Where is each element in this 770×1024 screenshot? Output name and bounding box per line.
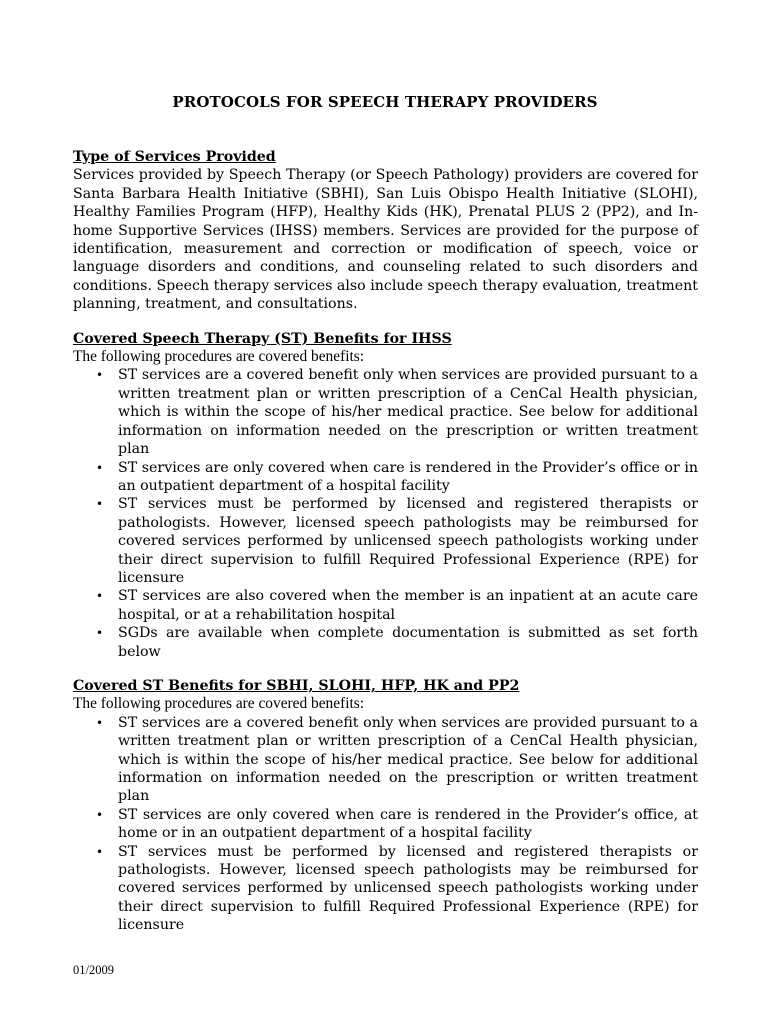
list-item — [73, 366, 698, 458]
section-intro: The following procedures are covered benefits: — [73, 348, 365, 366]
list-item-text: ST services must be performed by licensed and registered therapists or pathologists. However, licensed speech pathologists may be reimbursed for covered services performed by unlicensed speech pathologists working under their direct supervision to fulfill Required Professional Experience (RPE) for licensure — [118, 843, 698, 934]
section-intro: The following procedures are covered benefits: — [73, 695, 365, 713]
benefit-list — [73, 366, 698, 661]
list-item-text: ST services are only covered when care is rendered in the Provider’s office or in an outpatient department of a hospital facility — [118, 459, 698, 494]
benefit-list — [73, 714, 698, 935]
list-item-text: SGDs are available when complete documentation is submitted as set forth below — [118, 625, 698, 660]
list-item — [73, 714, 698, 806]
bullet-icon: • — [96, 844, 104, 859]
list-item — [73, 624, 698, 661]
bullet-icon: • — [96, 460, 104, 475]
section-heading: Covered ST Benefits for SBHI, SLOHI, HFP, HK and PP2 — [73, 677, 520, 694]
list-item-text: ST services are also covered when the member is an inpatient at an acute care hospital, or at a rehabilitation hospital — [118, 588, 698, 623]
section-sbhi-benefits — [73, 677, 698, 935]
section-heading: Type of Services Provided — [73, 149, 276, 165]
bullet-icon: • — [96, 715, 104, 730]
bullet-icon: • — [96, 626, 104, 641]
bullet-icon: • — [96, 497, 104, 512]
list-item-text: ST services must be performed by licensed and registered therapists or pathologists. However, licensed speech pathologists may be reimbursed for covered services performed by unlicensed speech pathologists working under their direct supervision to fulfill Required Professional Experience (RPE) for licensure — [118, 496, 698, 586]
list-item — [73, 587, 698, 624]
document-content — [73, 148, 698, 935]
section-paragraph: Services provided by Speech Therapy (or Speech Pathology) providers are covered for Santa Barbara Health Initiative (SBHI), San Luis Obispo Health Initiative (SLOHI), Healthy Families Program (HFP), Healthy Kids (HK), Prenatal PLUS 2 (PP2), and In-home Supportive Services (IHSS) members. Services are provided for the purpose of identification, measurement and correction or modification of speech, voice or language disorders and conditions, and counseling related to such disorders and conditions. Speech therapy services also include speech therapy evaluation, treatment planning, treatment, and consultations. — [73, 167, 698, 313]
bullet-icon: • — [96, 589, 104, 604]
bullet-icon: • — [96, 368, 104, 383]
section-heading: Covered Speech Therapy (ST) Benefits for IHSS — [73, 330, 452, 347]
list-item-text: ST services are only covered when care is rendered in the Provider’s office, at home or in an outpatient department of a hospital facility — [118, 806, 698, 842]
footer-date: 01/2009 — [73, 963, 114, 977]
section-type-of-services — [73, 148, 698, 314]
list-item — [73, 495, 698, 587]
list-item — [73, 806, 698, 843]
list-item-text: ST services are a covered benefit only when services are provided pursuant to a written treatment plan or written prescription of a CenCal Health physician, which is within the scope of his/her medical practice. See below for additional information on information needed on the prescription or written treatment plan — [118, 714, 698, 805]
page-title: PROTOCOLS FOR SPEECH THERAPY PROVIDERS — [172, 93, 598, 111]
section-ihss-benefits — [73, 330, 698, 661]
list-item — [73, 459, 698, 496]
list-item-text: ST services are a covered benefit only when services are provided pursuant to a written treatment plan or written prescription of a CenCal Health physician, which is within the scope of his/her medical practice. See below for additional information on information needed on the prescription or written treatment plan — [118, 367, 698, 458]
list-item — [73, 843, 698, 935]
bullet-icon: • — [96, 807, 104, 822]
